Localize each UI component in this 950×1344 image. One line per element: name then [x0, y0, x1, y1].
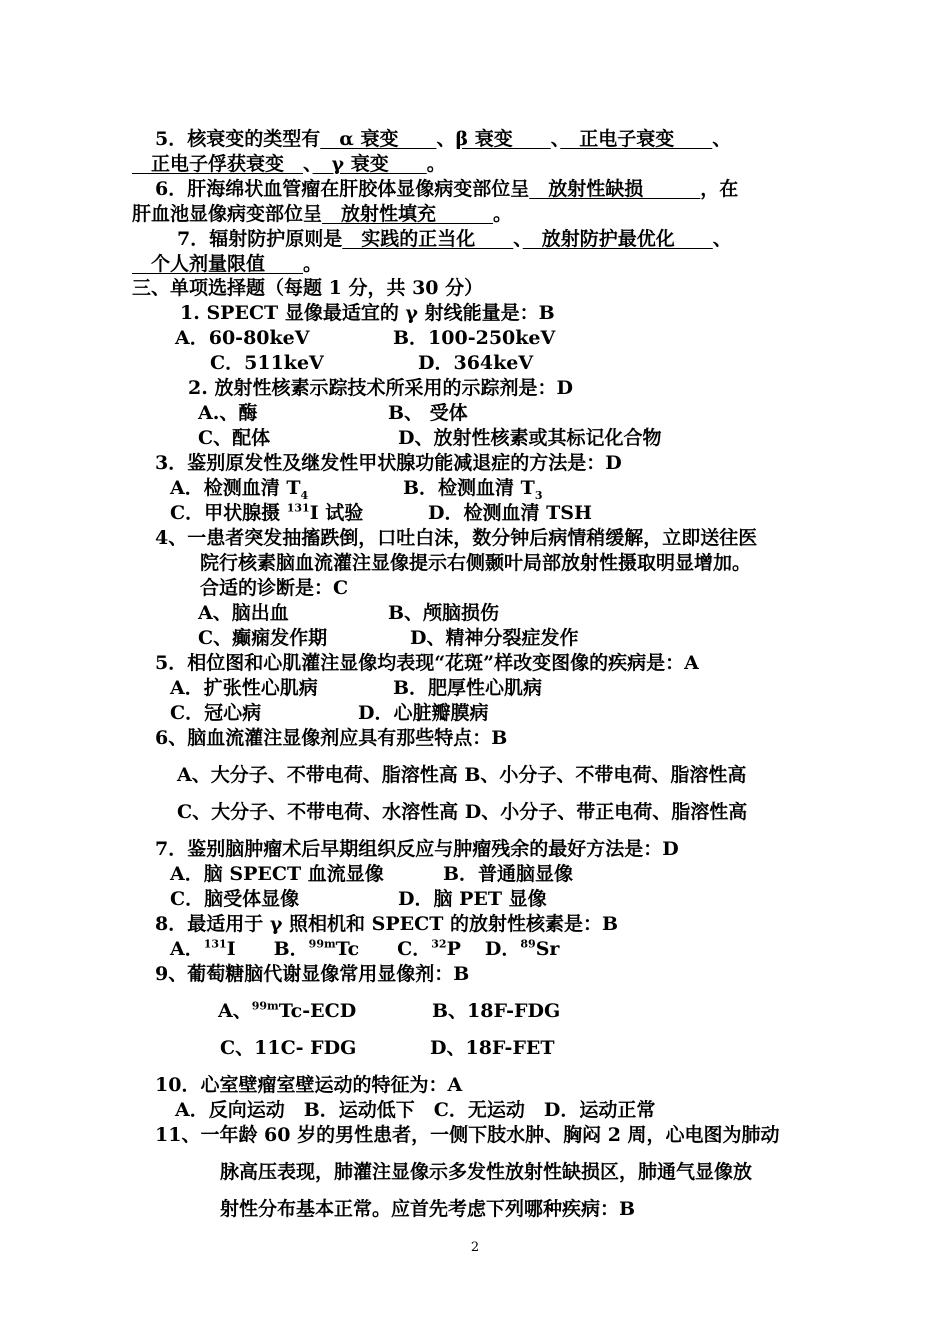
q9-a-post: Tc-ECD [278, 1000, 357, 1022]
q8-options [170, 937, 559, 961]
q3-option-b [403, 476, 542, 500]
q11-stem-line1: 11、一年龄 60 岁的男性患者，一侧下肢水肿、胸闷 2 周，心电图为肺动 [155, 1124, 780, 1146]
q2-option-b: B、 受体 [388, 402, 468, 424]
page-number: 2 [470, 1240, 480, 1255]
q6-prefix-2: 肝血池显像病变部位呈 [132, 203, 323, 225]
q4-option-b: B、颅脑损伤 [388, 602, 500, 624]
fill-q5-line1 [155, 127, 731, 151]
q5-sep: 、 [436, 128, 456, 150]
q10-stem: 10．心室壁瘤室壁运动的特征为：A [155, 1074, 463, 1096]
q7-option-b: B．普通脑显像 [443, 863, 574, 885]
q6-stem: 6、脑血流灌注显像剂应具有那些特点：B [155, 727, 508, 749]
q1-stem: 1. SPECT 显像最适宜的 γ 射线能量是：B [180, 302, 555, 324]
q8-c-sup: 32 [431, 937, 447, 951]
q4-option-c: C、癫痫发作期 [198, 627, 328, 649]
q5-answer-2: β 衰变 [455, 128, 551, 150]
fill-q5-line2 [132, 152, 446, 176]
q7-option-d: D．脑 PET 显像 [398, 888, 547, 910]
q4-stem-line3: 合适的诊断是：C [200, 577, 349, 599]
q5-option-d: D．心脏瓣膜病 [358, 702, 489, 724]
q4-stem-line1: 4、一患者突发抽搐跌倒，口吐白沫，数分钟后病情稍缓解，立即送往医 [155, 527, 758, 549]
q2-option-d: D、放射性核素或其标记化合物 [398, 427, 662, 449]
q6-end: 。 [493, 203, 513, 225]
q5-answer-3: 正电子衰变 [560, 128, 713, 150]
q7-prefix: 7．辐射防护原则是 [177, 228, 343, 250]
q6-answer-1: 放射性缺损 [529, 178, 701, 200]
q2-option-c: C、配体 [198, 427, 271, 449]
q8-option-a [170, 938, 236, 960]
fill-q6-line2 [132, 202, 512, 226]
q8-b-pre: B． [273, 938, 309, 960]
q6-prefix: 6．肝海绵状血管瘤在肝胶体显像病变部位呈 [155, 178, 530, 200]
q3-stem: 3．鉴别原发性及继发性甲状腺功能减退症的方法是：D [155, 452, 622, 474]
q8-a-post: I [226, 938, 236, 960]
q7-answer-2: 放射防护最优化 [522, 228, 713, 250]
q9-option-d: D、18F-FET [430, 1037, 555, 1059]
q3-option-a-sub: 4 [300, 488, 309, 502]
q7-sep: 、 [712, 228, 732, 250]
q8-a-sup: 131 [203, 937, 227, 951]
q8-d-sup: 89 [520, 937, 536, 951]
q5-end: 。 [426, 153, 446, 175]
section-heading: 三、单项选择题（每题 1 分，共 30 分） [132, 277, 484, 299]
q1-option-d: D．364keV [418, 352, 534, 374]
q2-option-a: A.、酶 [198, 402, 258, 424]
q5-sep: 、 [712, 128, 732, 150]
q8-c-post: P [446, 938, 461, 960]
q8-option-d [485, 938, 560, 960]
q8-b-sup: 99m [308, 937, 336, 951]
q3-option-c-pre: C．甲状腺摄 [170, 502, 287, 524]
q8-stem: 8．最适用于 γ 照相机和 SPECT 的放射性核素是：B [155, 913, 619, 935]
q6-mid: ，在 [700, 178, 739, 200]
q8-c-pre: C． [397, 938, 432, 960]
q9-option-b: B、18F-FDG [432, 1000, 561, 1022]
q8-option-b [274, 938, 360, 960]
q7-end: 。 [303, 253, 323, 275]
q8-b-post: Tc [335, 938, 360, 960]
q7-answer-3: 个人剂量限值 [132, 253, 304, 275]
q10-options: A．反向运动 B．运动低下 C．无运动 D．运动正常 [175, 1099, 656, 1121]
q5-sep: 、 [303, 153, 313, 175]
q9-a-sup: 99m [251, 999, 279, 1013]
q3-option-a-text: A．检测血清 T [170, 477, 301, 499]
q3-option-b-sub: 3 [534, 488, 543, 502]
q9-stem: 9、葡萄糖脑代谢显像常用显像剂：B [155, 963, 470, 985]
q4-stem-line2: 院行核素脑血流灌注显像提示右侧颞叶局部放射性摄取明显增加。 [200, 552, 752, 574]
q7-option-c: C．脑受体显像 [170, 888, 300, 910]
q9-option-c: C、11C- FDG [220, 1037, 357, 1059]
q5-option-c: C．冠心病 [170, 702, 262, 724]
q3-option-d: D．检测血清 TSH [428, 502, 592, 524]
fill-q6-line1 [155, 177, 738, 201]
q8-d-post: Sr [535, 938, 560, 960]
q6-options-ab: A、大分子、不带电荷、脂溶性高 B、小分子、不带电荷、脂溶性高 [177, 764, 747, 786]
q1-option-b: B．100-250keV [393, 327, 556, 349]
q5-stem: 5．相位图和心肌灌注显像均表现“花斑”样改变图像的疾病是：A [155, 652, 699, 674]
q3-option-b-text: B．检测血清 T [403, 477, 535, 499]
q7-stem: 7．鉴别脑肿瘤术后早期组织反应与肿瘤残余的最好方法是：D [155, 838, 679, 860]
q9-a-pre: A、 [218, 1000, 252, 1022]
q1-option-c: C．511keV [210, 352, 324, 374]
q3-option-c-sup: 131 [286, 501, 310, 515]
q1-option-a: A．60-80keV [175, 327, 310, 349]
q11-stem-line2: 脉高压表现，肺灌注显像示多发性放射性缺损区，肺通气显像放 [220, 1161, 753, 1183]
q9-option-a [218, 999, 356, 1023]
q6-options-cd: C、大分子、不带电荷、水溶性高 D、小分子、带正电荷、脂溶性高 [177, 801, 748, 823]
q3-option-c-post: I 试验 [309, 502, 364, 524]
fill-q7-line1 [177, 227, 732, 251]
q3-option-c [170, 501, 363, 525]
q5-prefix: 5．核衰变的类型有 [155, 128, 321, 150]
q11-stem-line3: 射性分布基本正常。应首先考虑下列哪种疾病：B [220, 1198, 636, 1220]
q4-option-a: A、脑出血 [198, 602, 289, 624]
q5-sep: 、 [550, 128, 561, 150]
q7-sep: 、 [513, 228, 523, 250]
q5-answer-1: α 衰变 [320, 128, 437, 150]
q5-answer-5: γ 衰变 [312, 153, 427, 175]
q5-option-a: A．扩张性心肌病 [170, 677, 318, 699]
fill-q7-line2 [132, 252, 322, 276]
q5-answer-4: 正电子俘获衰变 [132, 153, 304, 175]
q8-d-pre: D． [484, 938, 521, 960]
q7-option-a: A．脑 SPECT 血流显像 [170, 863, 384, 885]
q5-option-b: B．肥厚性心肌病 [393, 677, 543, 699]
q7-answer-1: 实践的正当化 [342, 228, 514, 250]
q8-a-pre: A． [170, 938, 204, 960]
q8-option-c [397, 938, 461, 960]
q6-answer-2: 放射性填充 [322, 203, 494, 225]
q2-stem: 2. 放射性核素示踪技术所采用的示踪剂是：D [188, 377, 573, 399]
q4-option-d: D、精神分裂症发作 [410, 627, 579, 649]
q3-option-a [170, 476, 308, 500]
